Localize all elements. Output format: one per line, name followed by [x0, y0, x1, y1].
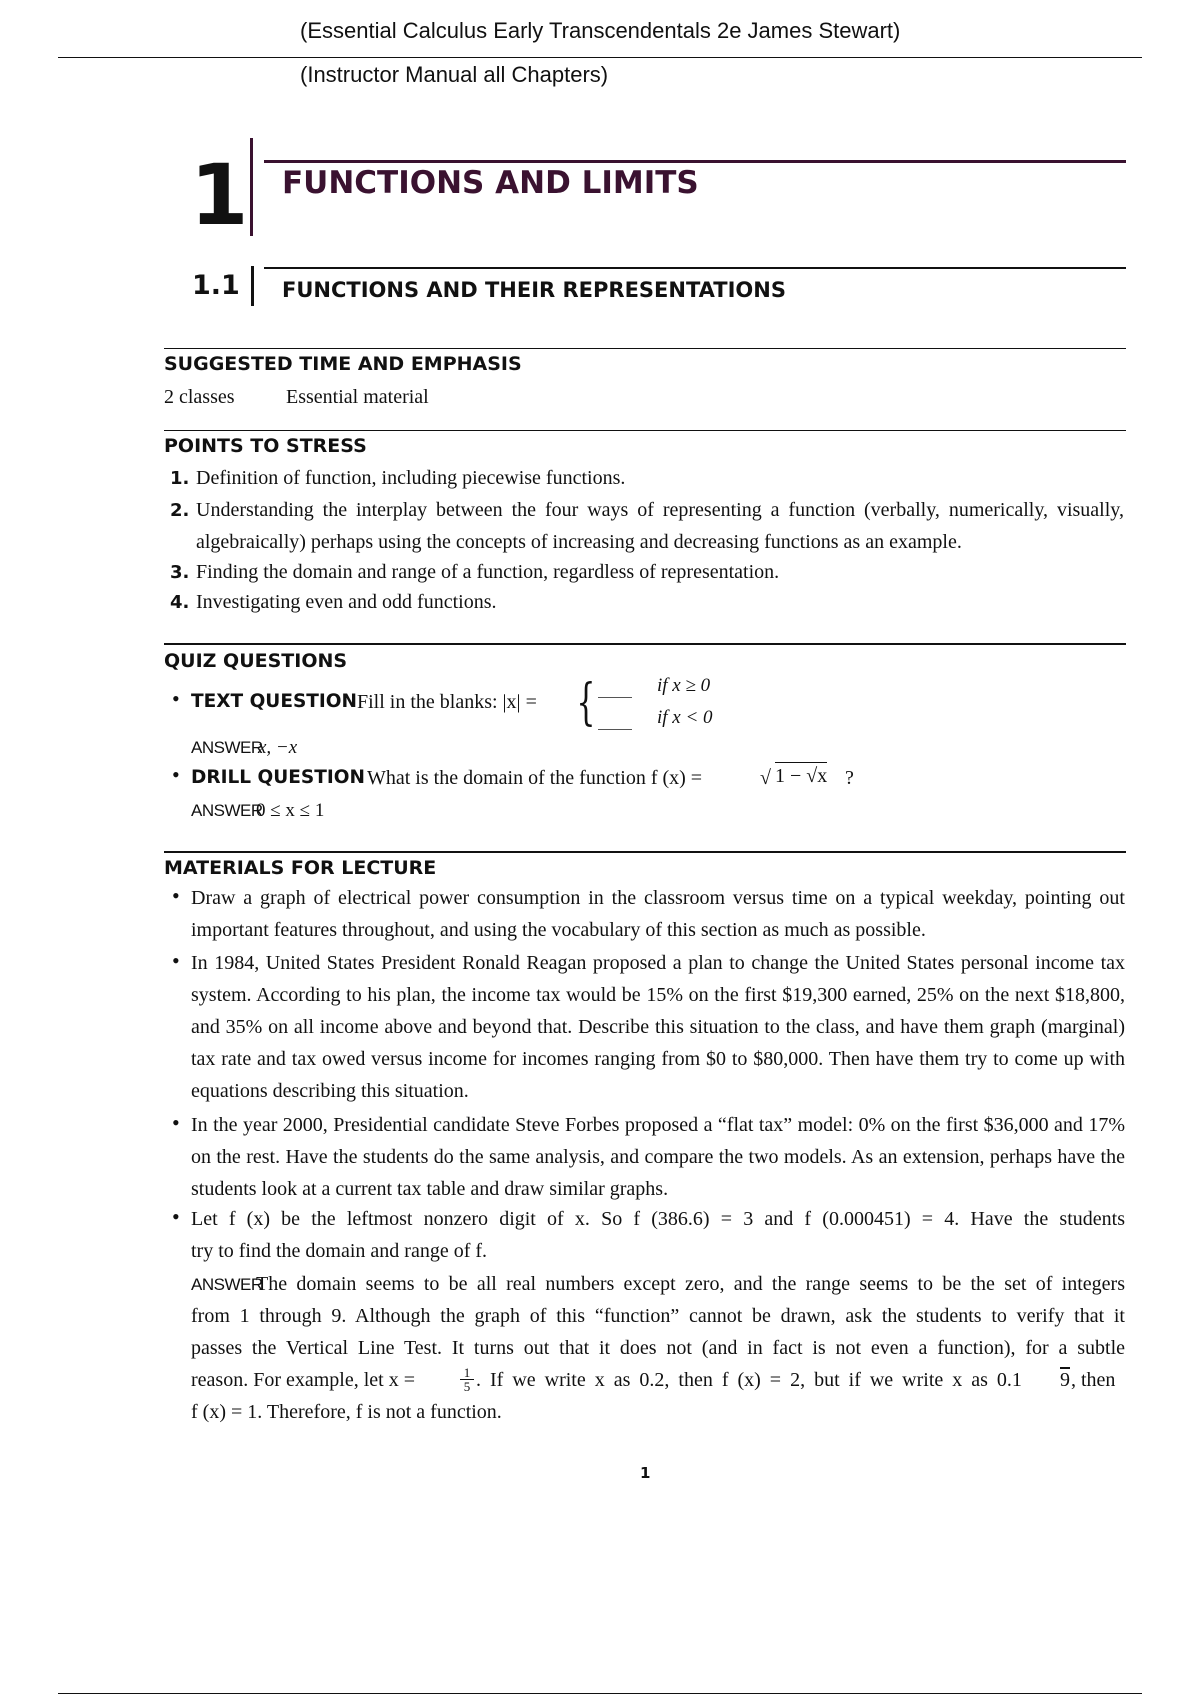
drill-radicand: 1 − √x	[775, 762, 827, 789]
point-number: 3.	[170, 562, 190, 583]
bullet-icon: •	[172, 1110, 180, 1135]
drill-question-label: DRILL QUESTION	[191, 767, 365, 788]
document-subtitle: (Instructor Manual all Chapters)	[300, 62, 609, 87]
answer-text-line: reason. For example, let x =	[191, 1369, 415, 1391]
point-number: 1.	[170, 468, 190, 489]
point-number: 2.	[170, 500, 190, 521]
answer-label: ANSWER	[191, 738, 263, 757]
answer-text-line: passes the Vertical Line Test. It turns out that it does not (and in fact is not even a function), for a subtle	[191, 1337, 1125, 1359]
points-rule	[164, 430, 1126, 431]
materials-rule	[164, 851, 1126, 853]
quiz-rule	[164, 643, 1126, 645]
section-rule	[264, 267, 1126, 269]
answer-text-line: . If we write x as 0.2, then f (x) = 2, but if we write x as 0.1	[476, 1369, 1022, 1391]
lecture-item: In 1984, United States President Ronald Reagan proposed a plan to change the United States personal income tax system. According to his plan, the income tax would be 15% on the first $19,300 earned, 25% on the next $18,800, and 35% on all income above and beyond that. Describe this situation to the class, and have them graph (marginal) tax rate and tax owed versus income for incomes ranging from $0 to $80,000. Then have them try to come up with equations describing this situation.	[191, 952, 1125, 1102]
answer-text-line: f (x) = 1. Therefore, f is not a function.	[191, 1401, 502, 1423]
chapter-title: FUNCTIONS AND LIMITS	[282, 165, 699, 201]
suggested-time-heading: SUGGESTED TIME AND EMPHASIS	[164, 353, 522, 375]
case-condition-2: if x < 0	[657, 707, 713, 728]
text-question-label: TEXT QUESTION	[191, 691, 358, 712]
points-heading: POINTS TO STRESS	[164, 435, 367, 457]
page-number: 1	[640, 1464, 651, 1482]
point-text: Understanding the interplay between the four ways of representing a function (verbally, numerically, visually, algebraically) perhaps using the concepts of increasing and decreasing functions as an example.	[196, 499, 1124, 553]
answer-text-line: The domain seems to be all real numbers except zero, and the range seems to be the set of integers	[256, 1273, 1125, 1295]
section-title: FUNCTIONS AND THEIR REPRESENTATIONS	[282, 278, 786, 302]
fraction-denominator: 5	[463, 1379, 471, 1394]
document-title: (Essential Calculus Early Transcendentals 2e James Stewart)	[300, 18, 901, 43]
answer-text-line: from 1 through 9. Although the graph of this “function” cannot be drawn, ask the students to verify that it	[191, 1305, 1125, 1327]
text-question-answer: x, −x	[258, 737, 298, 758]
answer-label: ANSWER	[191, 1275, 263, 1294]
bullet-icon: •	[172, 762, 180, 787]
chapter-vertical-bar	[250, 138, 253, 236]
point-number: 4.	[170, 592, 190, 613]
left-brace-icon: {	[576, 673, 596, 731]
suggested-classes: 2 classes	[164, 386, 235, 408]
bullet-icon: •	[172, 1204, 180, 1229]
answer-label: ANSWER	[191, 801, 263, 820]
bullet-icon: •	[172, 948, 180, 973]
section-vertical-bar	[251, 266, 254, 306]
point-text: Investigating even and odd functions.	[196, 591, 497, 613]
fraction	[460, 1366, 474, 1393]
bullet-icon: •	[172, 686, 180, 711]
lecture-item: In the year 2000, Presidential candidate Steve Forbes proposed a “flat tax” model: 0% on the first $36,000 and 17% on the rest. Have the students do the same analysis, and compare the two models. As an extension, perhaps have the students look at a current tax table and draw similar graphs.	[191, 1114, 1125, 1200]
materials-heading: MATERIALS FOR LECTURE	[164, 857, 437, 879]
fraction-numerator: 1	[460, 1366, 474, 1380]
chapter-number: 1	[190, 146, 249, 244]
blank-line	[598, 697, 632, 698]
footer-divider	[58, 1693, 1142, 1694]
repeating-digit: 9	[1060, 1369, 1070, 1391]
point-text: Finding the domain and range of a function, regardless of representation.	[196, 561, 780, 583]
lecture-item-continuation: try to find the domain and range of f.	[191, 1240, 488, 1262]
lecture-item: Draw a graph of electrical power consumption in the classroom versus time on a typical weekday, pointing out important features throughout, and using the vocabulary of this section as much as possible.	[191, 887, 1125, 941]
suggested-emphasis: Essential material	[286, 386, 429, 408]
case-condition-1: if x ≥ 0	[657, 675, 711, 696]
lecture-item: Let f (x) be the leftmost nonzero digit of x. So f (386.6) = 3 and f (0.000451) = 4. Have the students	[191, 1208, 1125, 1230]
text-question-prompt: Fill in the blanks: |x| =	[357, 691, 537, 713]
answer-text-line: , then	[1071, 1369, 1116, 1391]
point-text: Definition of function, including piecewise functions.	[196, 467, 626, 489]
quiz-heading: QUIZ QUESTIONS	[164, 650, 348, 672]
drill-question-end: ?	[845, 767, 854, 789]
suggested-time-rule	[164, 348, 1126, 349]
bullet-icon: •	[172, 883, 180, 908]
chapter-rule	[264, 160, 1126, 163]
sqrt-icon: √	[760, 767, 771, 789]
drill-question-prompt: What is the domain of the function f (x) =	[367, 767, 703, 789]
header-divider	[58, 57, 1142, 58]
section-number: 1.1	[192, 270, 240, 301]
blank-line	[598, 729, 632, 730]
drill-question-answer: 0 ≤ x ≤ 1	[256, 800, 325, 821]
